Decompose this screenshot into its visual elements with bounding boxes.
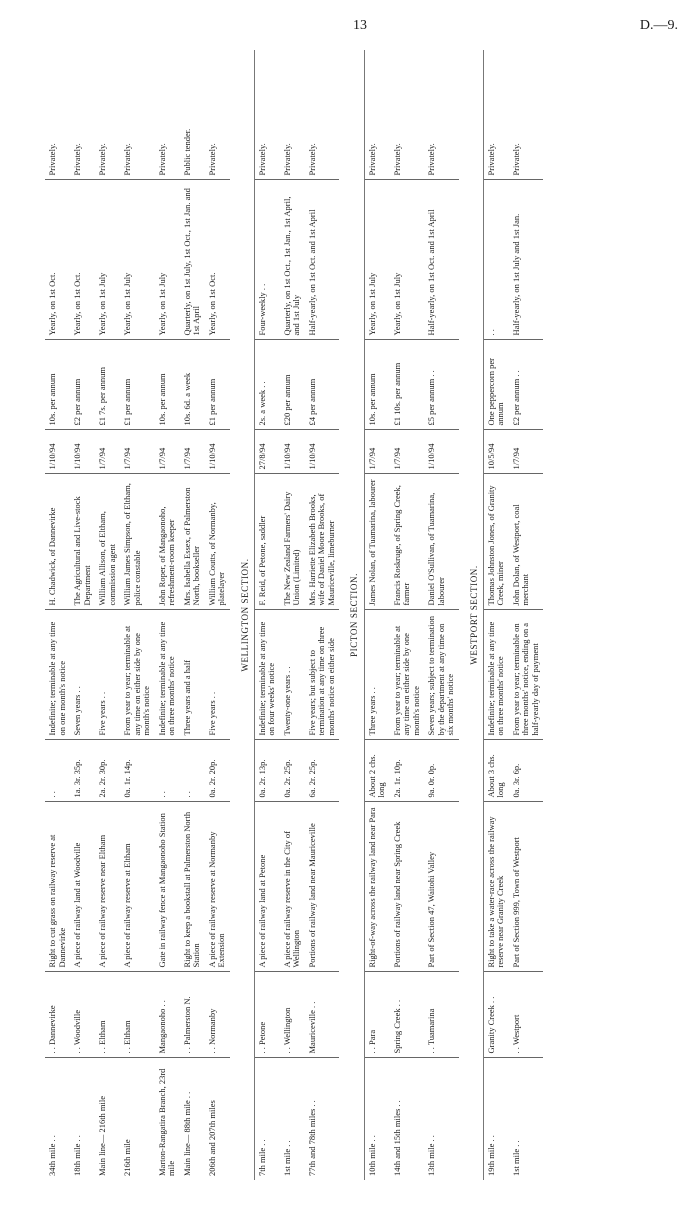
cell-how-let: Privately.	[305, 50, 340, 180]
cell-lessee: William Coutts, of Normanby, platelayer	[205, 474, 230, 610]
cell-area: . .	[180, 740, 205, 802]
cell-mileage: Main line— 216th mile	[97, 1095, 108, 1176]
cell-term: Indefinite; terminable at any time on four weeks' notice	[254, 610, 280, 740]
cell-area: About 3 chs. long	[483, 740, 509, 802]
section-heading: WELLINGTON SECTION.	[239, 558, 250, 672]
cell-mileage: 19th mile . .	[483, 1058, 509, 1180]
cell-payment: Half-yearly, on 1st Oct. and 1st April	[424, 180, 459, 340]
section-heading: PICTON SECTION.	[349, 573, 360, 657]
cell-area: 0a. 2r. 13p.	[254, 740, 280, 802]
cell-mileage: 216th mile	[122, 1139, 133, 1176]
cell-date: 1/7/94	[390, 430, 425, 474]
table-row	[509, 50, 544, 1180]
cell-lessee: Francis Roskruge, of Spring Creek, farmer	[390, 474, 425, 610]
cell-mileage: 10th mile . .	[364, 1058, 390, 1180]
cell-station: . . Normanby	[205, 972, 230, 1058]
cell-description: Right-of-way across the railway land near Para	[364, 802, 390, 972]
table-row	[364, 50, 390, 1180]
table-row	[254, 50, 280, 1180]
cell-rent: £5 per annum . .	[424, 340, 459, 430]
cell-lessee: William Allison, of Eltham, commission agent	[95, 474, 120, 610]
cell-mileage: 1st mile . .	[510, 1140, 521, 1176]
cell-station: . . Woodville	[70, 972, 95, 1058]
cell-how-let: Privately.	[155, 50, 180, 180]
cell-payment: . .	[483, 180, 509, 340]
cell-area: 2a. 2r. 30p.	[95, 740, 120, 802]
cell-station: . . Eltham	[120, 972, 155, 1058]
cell-lessee: Mrs. Harriette Elizabeth Brooks, wife of Daniel Moore Brooks, of Mauriceville, limeburner	[305, 474, 340, 610]
table-row	[483, 50, 509, 1180]
cell-how-let: Privately.	[95, 50, 120, 180]
cell-term: Seven years . .	[70, 610, 95, 740]
leases-table	[45, 50, 543, 1180]
cell-station: . . Westport	[509, 972, 544, 1058]
table-row	[280, 50, 305, 1180]
cell-station: . . Palmerston N.	[180, 972, 205, 1058]
cell-mileage: 13th mile . .	[426, 1135, 437, 1176]
cell-rent: £4 per annum	[305, 340, 340, 430]
cell-date: 1/7/94	[509, 430, 544, 474]
cell-description: A piece of railway reserve at Normanby Extension	[205, 802, 230, 972]
cell-area: . .	[45, 740, 70, 802]
cell-payment: Quarterly, on 1st Oct., 1st Jan., 1st April, and 1st July	[280, 180, 305, 340]
cell-area: 2a. 1r. 10p.	[390, 740, 425, 802]
cell-how-let: Privately.	[483, 50, 509, 180]
section-heading-row	[339, 50, 364, 1180]
cell-date: 1/10/94	[70, 430, 95, 474]
cell-description: Part of Section 47, Waitohi Valley	[424, 802, 459, 972]
table-row	[205, 50, 230, 1180]
cell-how-let: Privately.	[120, 50, 155, 180]
cell-payment: Yearly, on 1st Oct.	[70, 180, 95, 340]
cell-area: About 2 chs. long	[364, 740, 390, 802]
cell-description: Right to keep a bookstall at Palmerston North Station	[180, 802, 205, 972]
cell-term: Five years; but subject to termination at any time on three months' notice on either side	[305, 610, 340, 740]
cell-term: From year to year; terminable on three months' notice, ending on a half-yearly day of payment	[509, 610, 544, 740]
cell-payment: Quarterly, on 1st July, 1st Oct., 1st Jan. and 1st April	[180, 180, 205, 340]
cell-mileage: Main line— 88th mile . .	[181, 1091, 192, 1176]
cell-payment: Yearly, on 1st Oct.	[205, 180, 230, 340]
cell-how-let: Privately.	[424, 50, 459, 180]
cell-mileage: Marton-Rangatira Branch, 23rd mile	[156, 1068, 177, 1176]
cell-lessee: F. Reid, of Petone, saddler	[254, 474, 280, 610]
cell-mileage: 7th mile . .	[254, 1058, 280, 1180]
cell-description: Right to cut grass on railway reserve at Dannevirke	[45, 802, 70, 972]
cell-payment: Yearly, on 1st July	[155, 180, 180, 340]
cell-lessee: William James Simpson, of Eltham, police constable	[120, 474, 155, 610]
cell-date: 1/10/94	[45, 430, 70, 474]
table-row	[120, 50, 155, 1180]
cell-term: Indefinite; terminable at any time on one month's notice	[45, 610, 70, 740]
page-number: 13	[353, 18, 367, 33]
cell-rent: 10s. 6d. a week	[180, 340, 205, 430]
cell-rent: £1 per annum	[120, 340, 155, 430]
cell-description: Right to take a water-race across the railway reserve near Granity Creek	[483, 802, 509, 972]
cell-how-let: Privately.	[205, 50, 230, 180]
table-row	[305, 50, 340, 1180]
cell-station: Mangaonoho . .	[155, 972, 180, 1058]
cell-payment: Yearly, on 1st July	[95, 180, 120, 340]
cell-how-let: Privately.	[45, 50, 70, 180]
cell-station: . . Petone	[254, 972, 280, 1058]
cell-term: Twenty-one years . .	[280, 610, 305, 740]
cell-area: 9a. 0r. 0p.	[424, 740, 459, 802]
cell-payment: Yearly, on 1st July	[390, 180, 425, 340]
cell-rent: 2s. a week . .	[254, 340, 280, 430]
cell-how-let: Privately.	[364, 50, 390, 180]
cell-mileage: 14th and 15th miles . .	[391, 1100, 402, 1176]
cell-station: Granity Creek . .	[483, 972, 509, 1058]
cell-area: . .	[155, 740, 180, 802]
cell-date: 27/8/94	[254, 430, 280, 474]
table-row	[424, 50, 459, 1180]
cell-mileage: 206th and 207th miles	[206, 1100, 217, 1176]
cell-date: 1/7/94	[364, 430, 390, 474]
cell-rent: 10s. per annum	[364, 340, 390, 430]
cell-station: . . Wellington	[280, 972, 305, 1058]
cell-lessee: James Nolan, of Tuamarina, labourer	[364, 474, 390, 610]
leases-table-rotated	[45, 50, 685, 1180]
cell-description: Part of Section 999, Town of Westport	[509, 802, 544, 972]
cell-lessee: Mrs. Isabella Essex, of Palmerston North, bookseller	[180, 474, 205, 610]
table-row	[95, 50, 120, 1180]
cell-lessee: The Agricultural and Live-stock Department	[70, 474, 95, 610]
cell-station: Mauriceville . .	[305, 972, 340, 1058]
cell-term: Three years and a half	[180, 610, 205, 740]
cell-rent: 10s. per annum	[155, 340, 180, 430]
cell-how-let: Privately.	[70, 50, 95, 180]
cell-area: 0a. 2r. 25p.	[280, 740, 305, 802]
cell-rent: £1 7s. per annum	[95, 340, 120, 430]
cell-payment: Yearly, on 1st Oct.	[45, 180, 70, 340]
cell-mileage: 34th mile . .	[47, 1135, 57, 1176]
cell-date: 10/5/94	[483, 430, 509, 474]
table-row	[180, 50, 205, 1180]
cell-description: A piece of railway land at Petone	[254, 802, 280, 972]
cell-lessee: Daniel O'Sullivan, of Tuamarina, labourer	[424, 474, 459, 610]
cell-date: 1/10/94	[424, 430, 459, 474]
cell-how-let: Privately.	[280, 50, 305, 180]
cell-term: Indefinite; terminable at any time on three months' notice	[155, 610, 180, 740]
cell-description: A piece of railway reserve near Eltham	[95, 802, 120, 972]
cell-term: From year to year; terminable at any time on either side by one month's notice	[390, 610, 425, 740]
cell-mileage: 18th mile . .	[72, 1135, 83, 1176]
cell-payment: Four-weekly . .	[254, 180, 280, 340]
cell-payment: Half-yearly, on 1st Oct. and 1st April	[305, 180, 340, 340]
cell-date: 1/7/94	[180, 430, 205, 474]
cell-date: 1/10/94	[280, 430, 305, 474]
cell-description: A piece of railway reserve in the City of Wellington	[280, 802, 305, 972]
cell-station: . . Para	[364, 972, 390, 1058]
cell-date: 1/10/94	[305, 430, 340, 474]
section-heading-row	[230, 50, 255, 1180]
cell-rent: £2 per annum	[70, 340, 95, 430]
cell-description: A piece of railway land at Woodville	[70, 802, 95, 972]
cell-description: Gate in railway fence at Mangaonoho Station	[155, 802, 180, 972]
cell-description: Portions of railway land near Mauriceville	[305, 802, 340, 972]
cell-how-let: Privately.	[254, 50, 280, 180]
cell-date: 1/7/94	[155, 430, 180, 474]
section-heading: WESTPORT SECTION.	[468, 565, 479, 665]
cell-how-let: Privately.	[390, 50, 425, 180]
table-row	[155, 50, 180, 1180]
cell-station: . . Tuamarina	[424, 972, 459, 1058]
cell-lessee: Thomas Johnston Jones, of Granity Creek, miner	[483, 474, 509, 610]
cell-lessee: John Roper, of Mangaonoho, refreshment-room keeper	[155, 474, 180, 610]
cell-lessee: John Dolan, of Westport, coal merchant	[509, 474, 544, 610]
cell-term: Three years . .	[364, 610, 390, 740]
cell-station: . . Dannevirke	[45, 972, 70, 1058]
cell-description: Portions of railway land near Spring Creek	[390, 802, 425, 972]
cell-date: 1/7/94	[120, 430, 155, 474]
cell-date: 1/7/94	[95, 430, 120, 474]
cell-term: From year to year; terminable at any time on either side by one month's notice	[120, 610, 155, 740]
cell-rent: £2 per annum . .	[509, 340, 544, 430]
cell-station: Spring Creek . .	[390, 972, 425, 1058]
cell-area: 6a. 2r. 25p.	[305, 740, 340, 802]
cell-area: 0a. 1r. 14p.	[120, 740, 155, 802]
cell-rent: £1 10s. per annum	[390, 340, 425, 430]
table-row	[390, 50, 425, 1180]
cell-payment: Yearly, on 1st July	[364, 180, 390, 340]
cell-area: 0a. 2r. 20p.	[205, 740, 230, 802]
cell-description: A piece of railway reserve at Eltham	[120, 802, 155, 972]
cell-date: 1/10/94	[205, 430, 230, 474]
cell-station: . . Eltham	[95, 972, 120, 1058]
cell-mileage: 1st mile . .	[281, 1140, 292, 1176]
cell-term: Five years . .	[95, 610, 120, 740]
cell-area: 1a. 3r. 35p.	[70, 740, 95, 802]
cell-rent: One peppercorn per annum	[483, 340, 509, 430]
cell-term: Indefinite; terminable at any time on three months' notice	[483, 610, 509, 740]
cell-term: Seven years; subject to termination by the department at any time on six months' notice	[424, 610, 459, 740]
section-heading-row	[459, 50, 484, 1180]
cell-rent: £1 per annum	[205, 340, 230, 430]
table-row	[70, 50, 95, 1180]
cell-rent: £20 per annum	[280, 340, 305, 430]
cell-rent: 10s. per annum	[45, 340, 70, 430]
cell-payment: Yearly, on 1st July	[120, 180, 155, 340]
cell-payment: Half-yearly, on 1st July and 1st Jan.	[509, 180, 544, 340]
cell-term: Five years . .	[205, 610, 230, 740]
table-row	[45, 50, 70, 1180]
document-reference: D.—9.	[639, 18, 678, 33]
cell-area: 0a. 3r. 6p.	[509, 740, 544, 802]
cell-lessee: The New Zealand Farmers' Dairy Union (Limited)	[280, 474, 305, 610]
cell-mileage: 77th and 78th miles . .	[306, 1100, 317, 1176]
cell-how-let: Privately.	[509, 50, 544, 180]
cell-how-let: Public tender.	[180, 50, 205, 180]
cell-lessee: H. Chadwick, of Dannevirke	[45, 474, 70, 610]
